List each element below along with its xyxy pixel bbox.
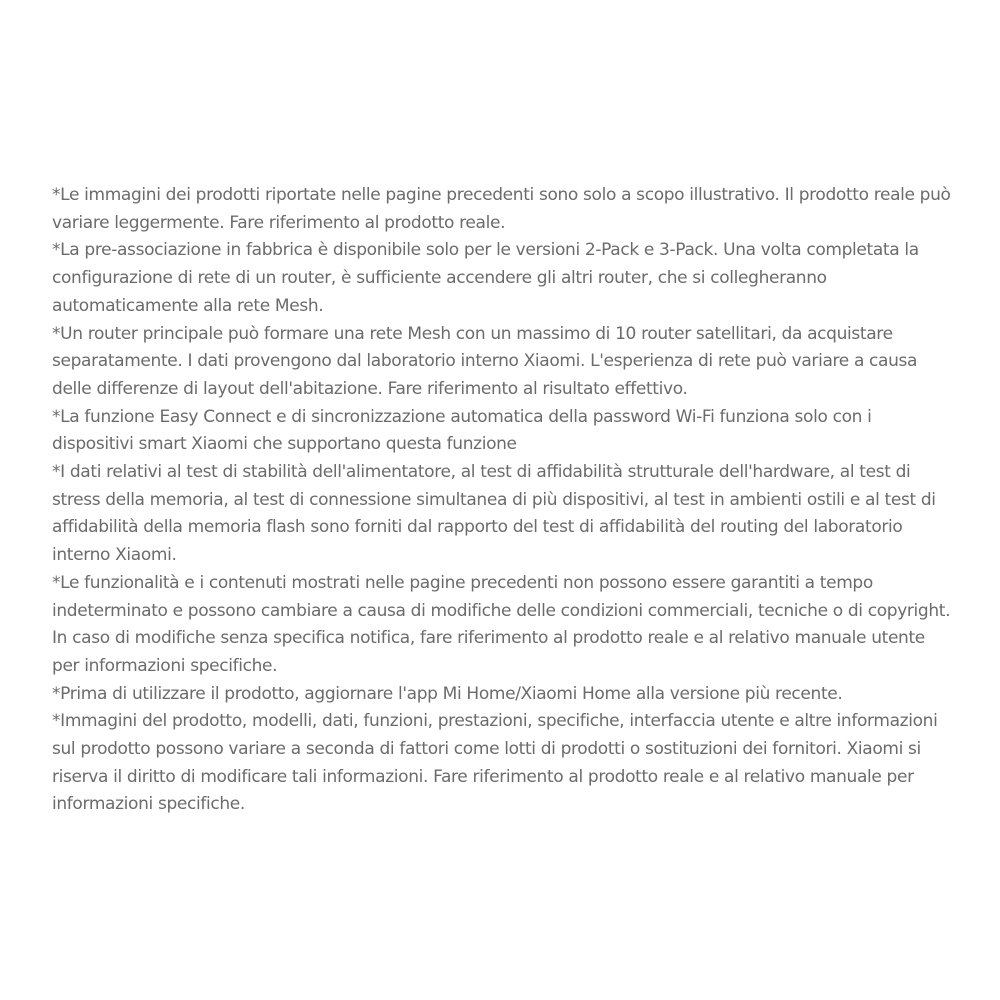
disclaimer-note-features-may-change: *Le funzionalità e i contenuti mostrati nelle pagine precedenti non possono essere garantiti a tempo indeterminato e possono cambiare a causa di modifiche delle condizioni commerciali, tecniche o di copyright. In caso di modifiche senza specifica notifica, fare riferimento al prodotto reale e al relativo manuale utente per informazioni specifiche. xyxy=(52,572,951,676)
disclaimer-note-illustrative-images: *Le immagini dei prodotti riportate nelle pagine precedenti sono solo a scopo illustrativo. Il prodotto reale può variare leggermente. Fare riferimento al prodotto reale. xyxy=(52,185,951,233)
disclaimer-note-update-app: *Prima di utilizzare il prodotto, aggiornare l'app Mi Home/Xiaomi Home alla versione più recente. xyxy=(52,683,843,704)
disclaimer-note-reliability-tests: *I dati relativi al test di stabilità dell'alimentatore, al test di affidabilità strutturale dell'hardware, al test di stress della memoria, al test di connessione simultanea di più dispositivi, al test in ambienti ostili e al test di affidabilità della memoria flash sono forniti dal rapporto del test di affidabilità del routing del laboratorio interno Xiaomi. xyxy=(52,462,936,566)
disclaimer-text xyxy=(52,182,952,819)
disclaimer-note-mesh-satellites: *Un router principale può formare una rete Mesh con un massimo di 10 router satellitari, da acquistare separatamente. I dati provengono dal laboratorio interno Xiaomi. L'esperienza di rete può variare a causa delle differenze di layout dell'abitazione. Fare riferimento al risultato effettivo. xyxy=(52,323,918,399)
disclaimer-note-factory-pairing: *La pre-associazione in fabbrica è disponibile solo per le versioni 2-Pack e 3-Pack. Una volta completata la configurazione di rete di un router, è sufficiente accendere gli altri router, che si collegheranno automaticamente alla rete Mesh. xyxy=(52,240,919,316)
disclaimer-note-product-info-variation: *Immagini del prodotto, modelli, dati, funzioni, prestazioni, specifiche, interfaccia utente e altre informazioni sul prodotto possono variare a seconda di fattori come lotti di prodotti o sostituzioni dei fornitori. Xiaomi si riserva il diritto di modificare tali informazioni. Fare riferimento al prodotto reale e al relativo manuale per informazioni specifiche. xyxy=(52,711,938,815)
disclaimer-note-easy-connect: *La funzione Easy Connect e di sincronizzazione automatica della password Wi-Fi funziona solo con i dispositivi smart Xiaomi che supportano questa funzione xyxy=(52,406,872,455)
